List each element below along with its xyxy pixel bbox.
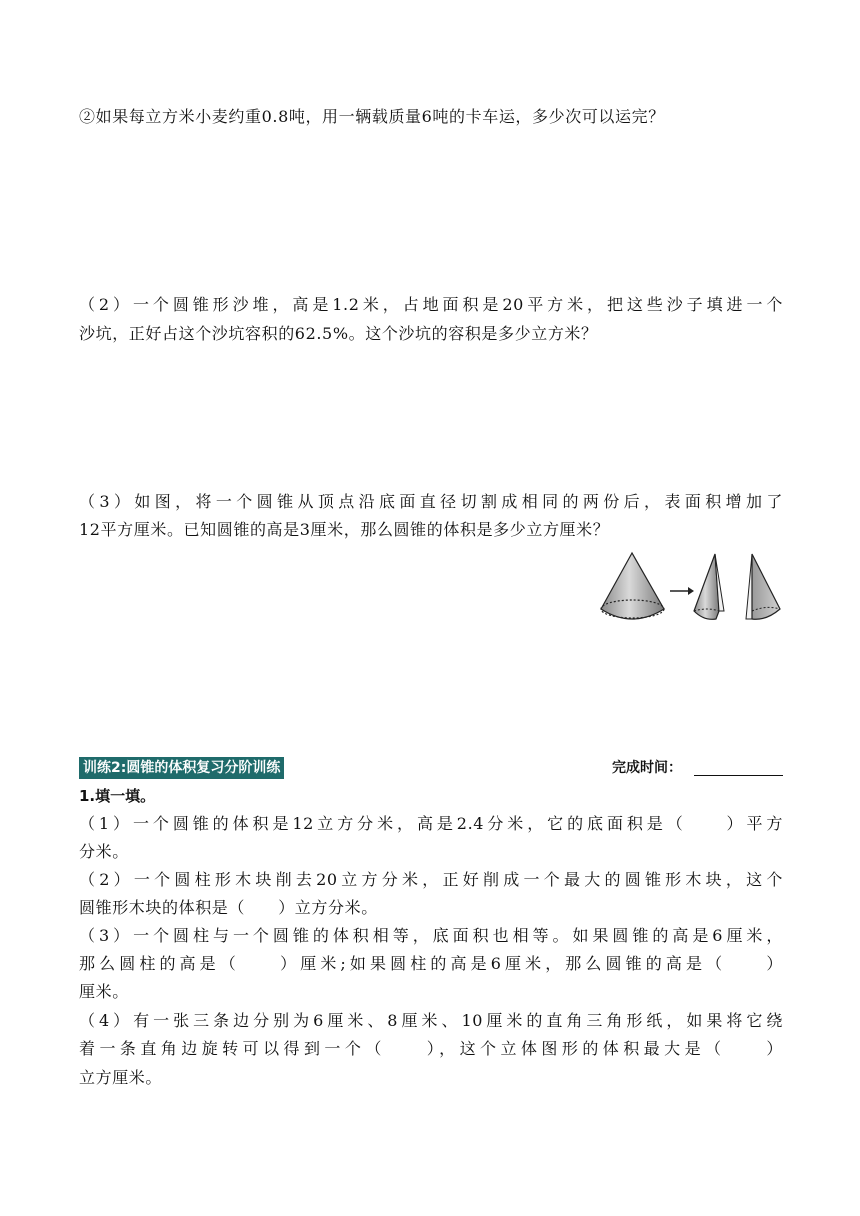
half-cone-right-shape	[746, 554, 780, 619]
completion-time-blank[interactable]	[694, 775, 783, 776]
fill-in-heading: 1.填一填。	[79, 787, 156, 805]
problem-3-line-2: 12平方厘米。已知圆锥的高是3厘米，那么圆锥的体积是多少立方厘米？	[79, 520, 610, 539]
fill-q3-line-3: 厘米。	[79, 982, 129, 1001]
problem-2-line-1: （2）一个圆锥形沙堆，高是1.2米，占地面积是20平方米，把这些沙子填进一个	[79, 295, 783, 314]
fill-q1-line-1: （1）一个圆锥的体积是12立方分米，高是2.4分米，它的底面积是（ ）平方	[79, 814, 783, 833]
fill-q4-line-3: 立方厘米。	[79, 1068, 163, 1087]
fill-q3-line-2: 那么圆柱的高是（ ）厘米;如果圆柱的高是6厘米，那么圆锥的高是（ ）	[79, 954, 783, 973]
whole-cone-shape	[601, 553, 664, 619]
problem-2-line-2: 沙坑，正好占这个沙坑容积的62.5%。这个沙坑的容积是多少立方米？	[79, 324, 598, 343]
completion-time-label: 完成时间：	[612, 760, 682, 776]
fill-q4-line-2: 着一条直角边旋转可以得到一个（ ），这个立体图形的体积最大是（ ）	[79, 1039, 783, 1058]
fill-q3-line-1: （3）一个圆柱与一个圆锥的体积相等，底面积也相等。如果圆锥的高是6厘米，	[79, 926, 783, 945]
section-title-bar: 训练2:圆锥的体积复习分阶训练	[79, 757, 284, 779]
fill-q1-line-2: 分米。	[79, 842, 129, 861]
arrow-shape	[670, 587, 694, 595]
problem-1-sub-2: ②如果每立方米小麦约重0.8吨，用一辆载质量6吨的卡车运，多少次可以运完？	[79, 107, 665, 126]
fill-q2-line-1: （2）一个圆柱形木块削去20立方分米，正好削成一个最大的圆锥形木块，这个	[79, 870, 783, 889]
half-cone-left-shape	[694, 554, 724, 619]
cone-cut-figure	[596, 551, 784, 625]
problem-3-line-1: （3）如图，将一个圆锥从顶点沿底面直径切割成相同的两份后，表面积增加了	[79, 492, 783, 511]
fill-q2-line-2: 圆锥形木块的体积是（ ）立方分米。	[79, 898, 378, 917]
fill-q4-line-1: （4）有一张三条边分别为6厘米、8厘米、10厘米的直角三角形纸，如果将它绕	[79, 1011, 783, 1030]
